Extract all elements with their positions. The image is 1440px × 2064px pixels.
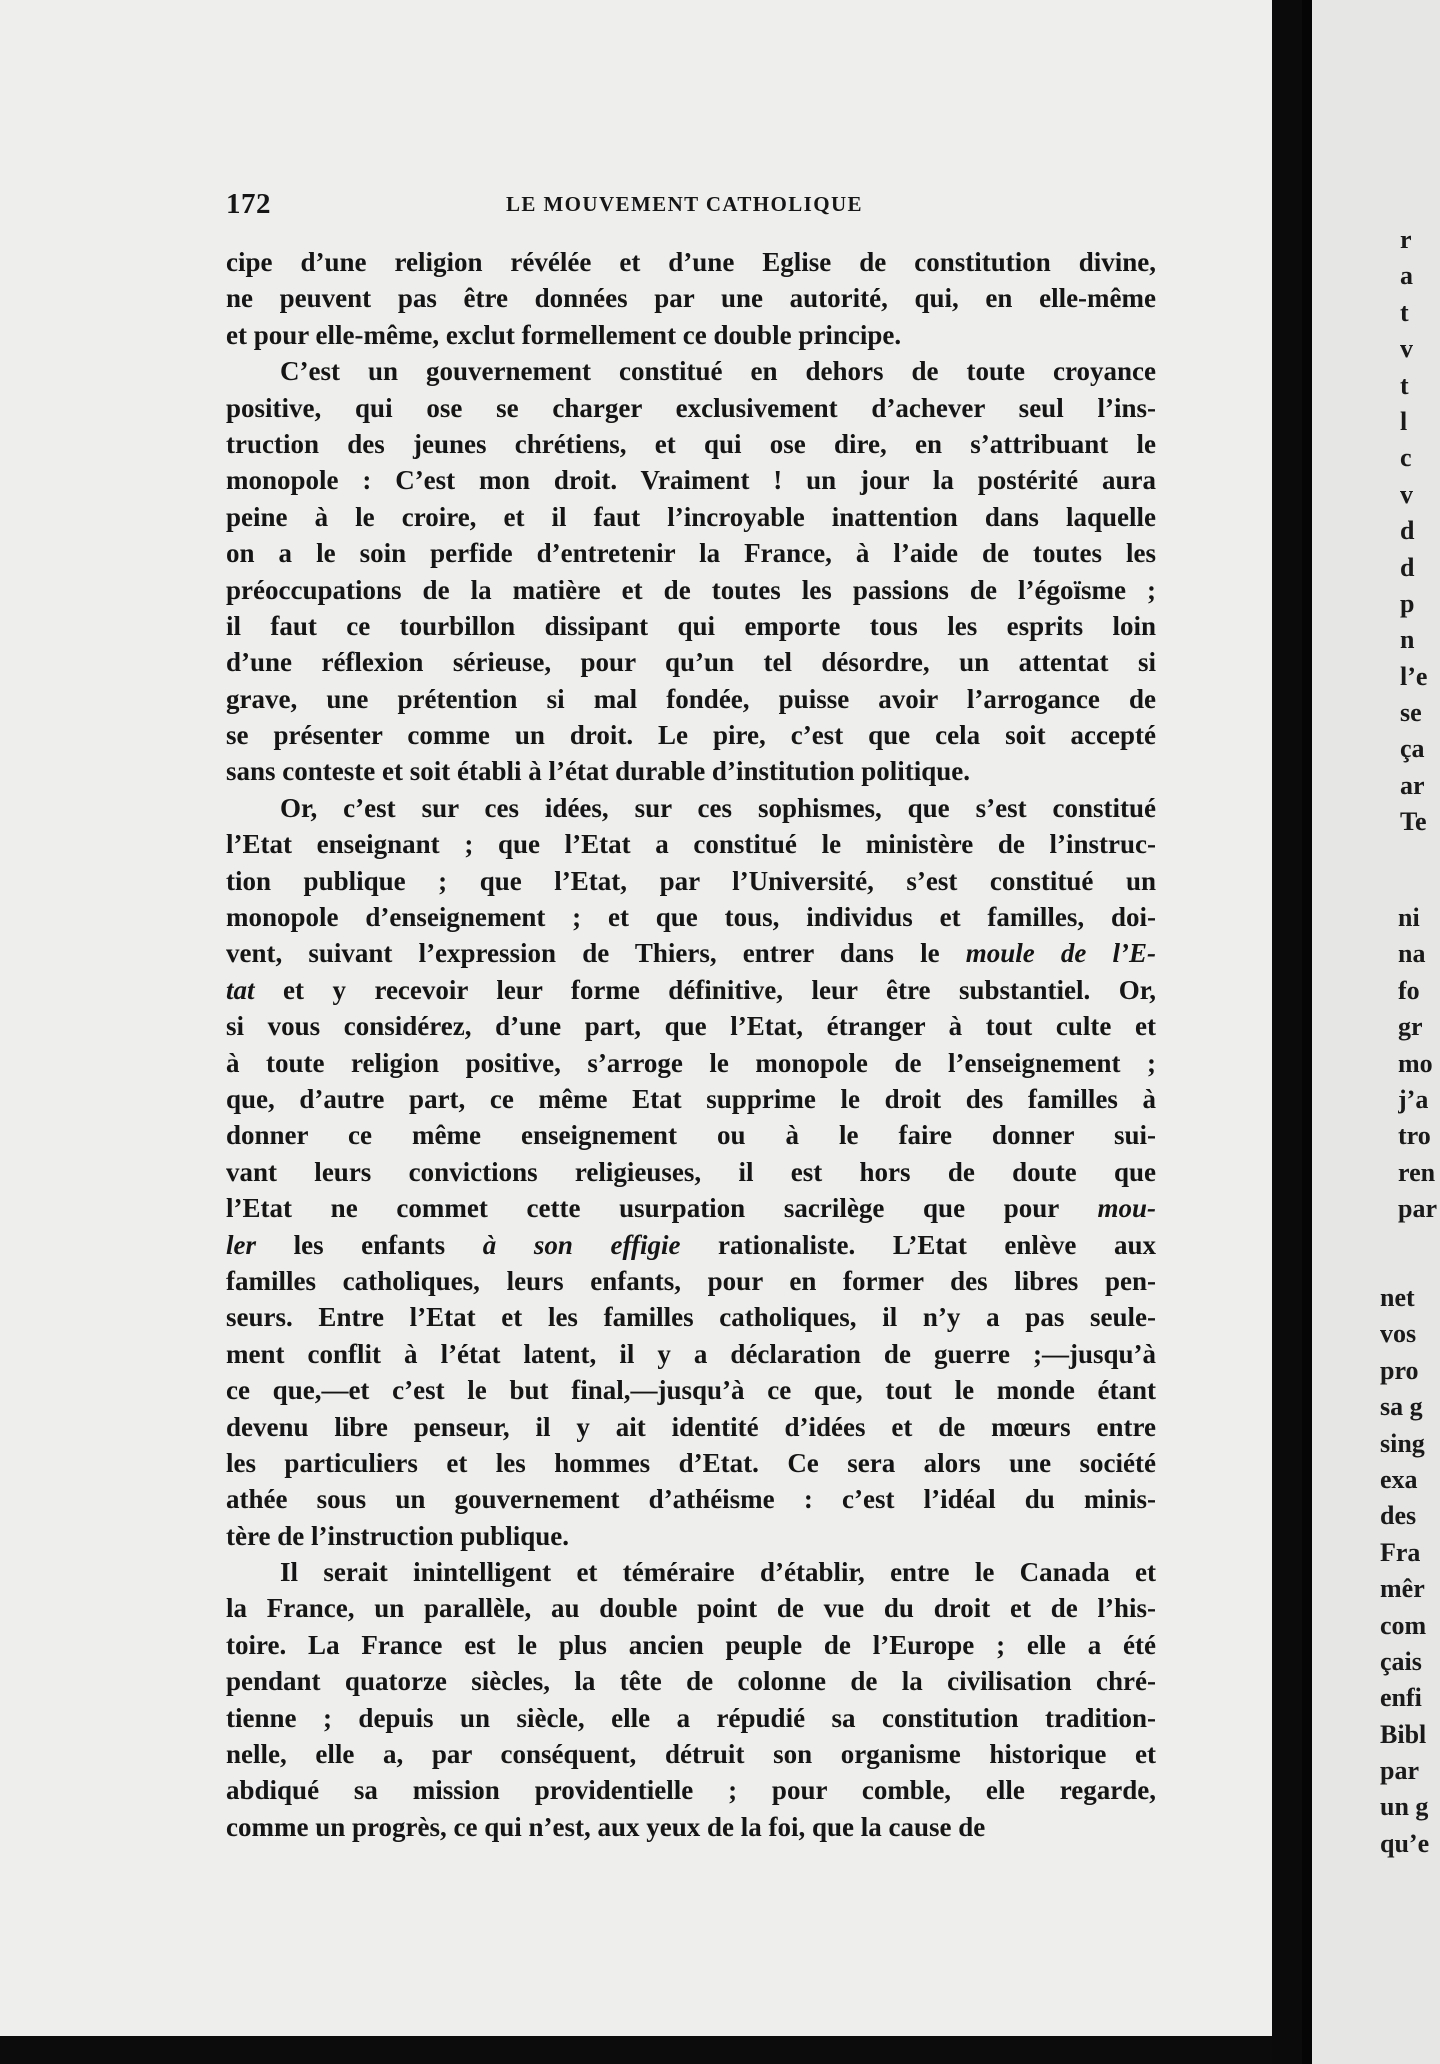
facing-page-fragment: Te <box>1400 807 1427 837</box>
facing-page-fragment: na <box>1398 939 1426 969</box>
text-line: que, d’autre part, ce même Etat supprime le droit des familles à <box>226 1083 1156 1114</box>
scan-border <box>0 2036 1272 2064</box>
facing-page-fragment: ni <box>1398 903 1420 932</box>
facing-page-fragment: des <box>1380 1501 1417 1531</box>
text-line: C’est un gouvernement constitué en dehors de toute croyance <box>280 356 1156 387</box>
facing-page-fragment: par <box>1380 1756 1419 1786</box>
facing-page-fragment: pro <box>1380 1355 1419 1385</box>
text-line: la France, un parallèle, au double point de vue du droit et de l’his- <box>226 1593 1156 1624</box>
text-line: tion publique ; que l’Etat, par l’Université, s’est constitué un <box>226 865 1156 896</box>
facing-page-fragments-top <box>1400 222 1440 841</box>
text-line: grave, une prétention si mal fondée, puisse avoir l’arrogance de <box>226 683 1156 714</box>
facing-page-fragment: fo <box>1398 975 1420 1005</box>
facing-page-fragment: Bibl <box>1380 1719 1427 1749</box>
text-line: ler les enfants à son effigie rationaliste. L’Etat enlève aux <box>226 1229 1157 1260</box>
text-line: préoccupations de la matière et de toutes les passions de l’égoïsme ; <box>226 574 1156 605</box>
page-number: 172 <box>226 188 271 220</box>
facing-page-fragment: ar <box>1400 770 1425 800</box>
text-line: vant leurs convictions religieuses, il est hors de doute que <box>226 1156 1156 1187</box>
facing-page-fragment: com <box>1380 1610 1427 1640</box>
facing-page-fragment: d <box>1400 516 1415 546</box>
paragraph <box>226 353 1156 790</box>
facing-page-fragment: mêr <box>1380 1574 1425 1604</box>
text-line: se présenter comme un droit. Le pire, c’est que cela soit accepté <box>226 720 1156 751</box>
text-line: athée sous un gouvernement d’athéisme : c’est l’idéal du minis- <box>226 1484 1156 1515</box>
text-line: l’Etat ne commet cette usurpation sacrilège que pour mou- <box>226 1193 1156 1224</box>
facing-page-fragments-bottom <box>1380 1280 1440 1862</box>
page-header <box>226 188 1186 228</box>
facing-page-fragment: mo <box>1398 1048 1433 1078</box>
facing-page-fragment: v <box>1400 479 1413 509</box>
facing-page-fragment: l <box>1400 406 1408 436</box>
text-line: il faut ce tourbillon dissipant qui emporte tous les esprits loin <box>226 610 1156 641</box>
text-line: Or, c’est sur ces idées, sur ces sophismes, que s’est constitué <box>280 792 1156 823</box>
facing-page-fragment: sing <box>1380 1428 1425 1458</box>
facing-page-fragment: çais <box>1380 1646 1422 1676</box>
body-text <box>226 244 1156 1845</box>
text-line: toire. La France est le plus ancien peuple de l’Europe ; elle a été <box>226 1629 1156 1660</box>
text-line: nelle, elle a, par conséquent, détruit son organisme historique et <box>226 1739 1156 1770</box>
text-line: si vous considérez, d’une part, que l’Etat, étranger à tout culte et <box>226 1011 1156 1042</box>
facing-page-fragments-middle <box>1398 900 1440 1228</box>
text-line: sans conteste et soit établi à l’état durable d’institution politique. <box>226 756 971 787</box>
text-line: pendant quatorze siècles, la tête de colonne de la civilisation chré- <box>226 1666 1156 1697</box>
facing-page-fragment: r <box>1400 225 1412 254</box>
text-line: comme un progrès, ce qui n’est, aux yeux de la foi, que la cause de <box>226 1811 986 1842</box>
text-line: peine à le croire, et il faut l’incroyable inattention dans laquelle <box>226 501 1156 532</box>
facing-page-fragment: j’a <box>1398 1084 1429 1114</box>
facing-page-fragment: p <box>1400 588 1415 618</box>
paragraph <box>226 790 1156 1554</box>
running-title: LE MOUVEMENT CATHOLIQUE <box>506 192 863 216</box>
facing-page-fragment: tro <box>1398 1121 1431 1151</box>
paragraph <box>226 1554 1156 1845</box>
facing-page-fragment: ça <box>1400 734 1425 764</box>
text-line: ne peuvent pas être données par une autorité, qui, en elle-même <box>226 283 1156 314</box>
facing-page-fragment: par <box>1398 1194 1437 1224</box>
text-line: cipe d’une religion révélée et d’une Eglise de constitution divine, <box>226 247 1156 277</box>
facing-page-fragment: c <box>1400 443 1412 473</box>
text-line: familles catholiques, leurs enfants, pour en former des libres pen- <box>226 1265 1156 1296</box>
text-line: tat et y recevoir leur forme définitive, leur être substantiel. Or, <box>226 974 1156 1005</box>
text-line: abdiqué sa mission providentielle ; pour comble, elle regarde, <box>226 1775 1156 1806</box>
facing-page-fragment: vos <box>1380 1319 1417 1349</box>
text-line: vent, suivant l’expression de Thiers, entrer dans le moule de l’E- <box>226 938 1156 969</box>
facing-page-fragment: enfi <box>1380 1683 1422 1713</box>
text-line: Il serait inintelligent et téméraire d’établir, entre le Canada et <box>280 1557 1156 1588</box>
paragraph <box>226 244 1156 353</box>
facing-page-fragment: exa <box>1380 1464 1418 1494</box>
facing-page-fragment: l’e <box>1400 661 1428 691</box>
text-line: monopole : C’est mon droit. Vraiment ! un jour la postérité aura <box>226 465 1156 496</box>
text-line: monopole d’enseignement ; et que tous, individus et familles, doi- <box>226 902 1156 933</box>
facing-page-fragment: t <box>1400 297 1409 327</box>
text-line: seurs. Entre l’Etat et les familles catholiques, il n’y a pas seule- <box>226 1302 1156 1333</box>
text-line: les particuliers et les hommes d’Etat. Ce sera alors une société <box>226 1447 1156 1478</box>
facing-page-fragment: t <box>1400 370 1409 400</box>
text-line: tienne ; depuis un siècle, elle a répudié sa constitution tradition- <box>226 1702 1156 1733</box>
facing-page-fragment: n <box>1400 625 1415 655</box>
text-line: d’une réflexion sérieuse, pour qu’un tel désordre, un attentat si <box>226 647 1156 678</box>
facing-page-fragment: sa g <box>1380 1392 1423 1422</box>
text-line: à toute religion positive, s’arroge le monopole de l’enseignement ; <box>226 1047 1156 1078</box>
text-line: et pour elle-même, exclut formellement ce double principe. <box>226 319 902 350</box>
facing-page-fragment: ren <box>1398 1157 1436 1187</box>
text-line: on a le soin perfide d’entretenir la France, à l’aide de toutes les <box>226 538 1156 569</box>
text-line: tère de l’instruction publique. <box>226 1520 570 1551</box>
facing-page-fragment: Fra <box>1380 1537 1421 1567</box>
text-line: ce que,—et c’est le but final,—jusqu’à ce que, tout le monde étant <box>226 1375 1156 1406</box>
facing-page-fragment: d <box>1400 552 1415 582</box>
text-line: positive, qui ose se charger exclusivement d’achever seul l’ins- <box>226 392 1156 423</box>
text-line: truction des jeunes chrétiens, et qui ose dire, en s’attribuant le <box>226 428 1156 459</box>
facing-page-fragment: un g <box>1380 1792 1429 1822</box>
facing-page-fragment: qu’e <box>1380 1828 1430 1858</box>
facing-page-fragment: a <box>1400 261 1413 291</box>
text-line: devenu libre penseur, il y ait identité d’idées et de mœurs entre <box>226 1411 1156 1442</box>
facing-page-fragment: gr <box>1398 1012 1423 1042</box>
facing-page-fragment: net <box>1380 1283 1415 1312</box>
text-line: donner ce même enseignement ou à le faire donner sui- <box>226 1120 1156 1151</box>
text-line: l’Etat enseignant ; que l’Etat a constitué le ministère de l’instruc- <box>226 829 1156 860</box>
facing-page-fragment: se <box>1400 698 1422 728</box>
facing-page-fragment: v <box>1400 334 1413 364</box>
text-line: ment conflit à l’état latent, il y a déclaration de guerre ;—jusqu’à <box>226 1338 1156 1369</box>
